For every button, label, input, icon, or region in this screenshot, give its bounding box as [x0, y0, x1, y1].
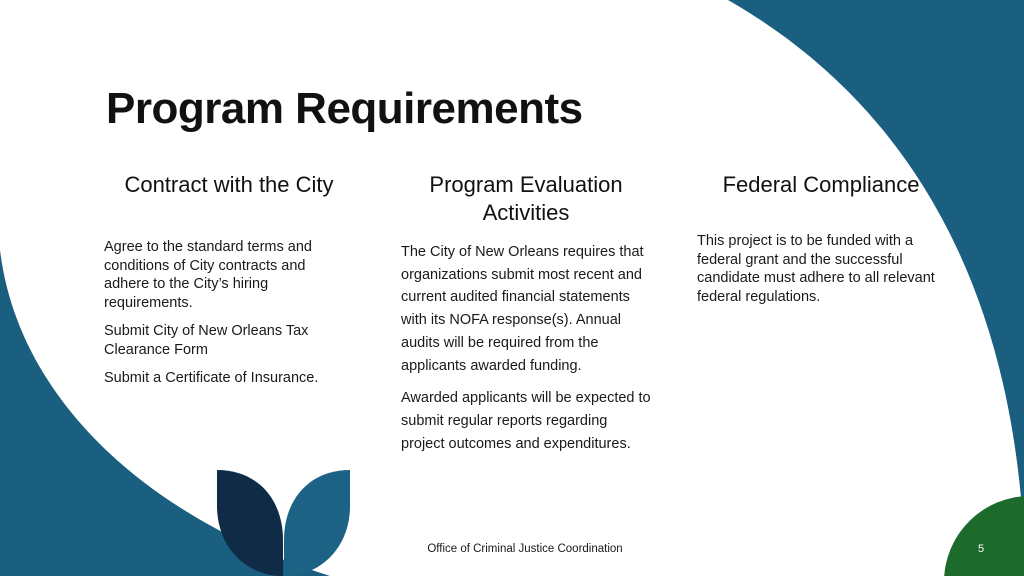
- column-text-contract: [104, 238, 354, 398]
- page-title: Program Requirements: [106, 84, 583, 133]
- column-text-federal: [697, 232, 952, 316]
- paragraph: Agree to the standard terms and conditions of City contracts and adhere to the City’s hiring requirements.: [104, 239, 312, 311]
- column-heading-contract: Contract with the City: [124, 172, 334, 197]
- paragraph: Submit a Certificate of Insurance.: [104, 370, 319, 386]
- paragraph: This project is to be funded with a federal grant and the successful candidate must adhere to all relevant federal regulations.: [697, 233, 935, 305]
- page-number: 5: [977, 543, 985, 555]
- footer-text: Office of Criminal Justice Coordination: [427, 543, 623, 555]
- column-heading-federal: Federal Compliance: [722, 172, 920, 197]
- paragraph: The City of New Orleans requires that organizations submit most recent and current audited financial statements with its NOFA response(s). Annual audits will be required from the applicants awarded funding.: [401, 244, 644, 374]
- page-number-circle: [944, 496, 1024, 576]
- paragraph: Submit City of New Orleans Tax Clearance Form: [104, 323, 309, 358]
- column-heading-evaluation: Program Evaluation Activities: [429, 172, 623, 225]
- leaf-right: [284, 470, 350, 576]
- paragraph: Awarded applicants will be expected to submit regular reports regarding project outcomes and expenditures.: [401, 390, 651, 452]
- column-text-evaluation: [401, 241, 651, 465]
